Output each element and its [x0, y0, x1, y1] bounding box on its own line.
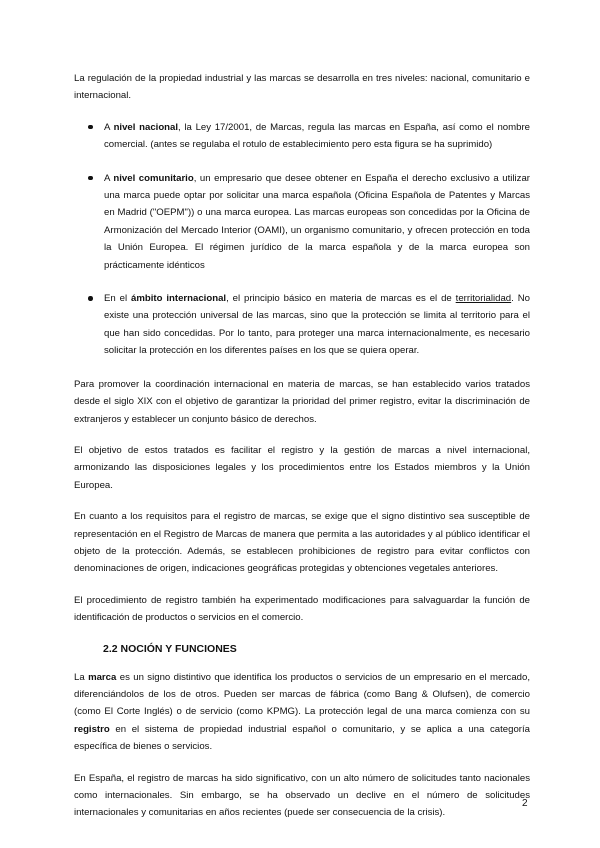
bullet-text: A nivel nacional, la Ley 17/2001, de Marcas, regula las marcas en España, así como el nombre comercial. (antes se regulaba el rotulo de establecimiento pero esta figura se ha suprimido) [104, 121, 530, 151]
bold-term: ámbito internacional [131, 293, 227, 305]
bullet-icon [88, 296, 93, 301]
bullet-icon [88, 125, 93, 130]
bullet-text: A nivel comunitario, un empresario que desee obtener en España el derecho exclusivo a utilizar una marca puede optar por solicitar una marca española (Oficina Española de Patentes y Marcas en Madrid ("OEPM")) o una marca europea. Las marcas europeas son concedidas por la Oficina de Armonización del Mercado Interior (OAMI), un organismo comunitario, y ofrecen protección en toda la Unión Europea. El régimen jurídico de la marca española y de la marca europea son prácticamente idénticos [104, 172, 530, 271]
underlined-term: territorialidad [455, 293, 512, 305]
body-paragraph: El procedimiento de registro también ha experimentado modificaciones para salvaguardar la función de identificación de productos o servicios en el comercio. [74, 594, 530, 624]
section-heading: 2.2 NOCIÓN Y FUNCIONES [103, 642, 237, 655]
body-paragraph: Para promover la coordinación internacional en materia de marcas, se han establecido varios tratados desde el siglo XIX con el objetivo de garantizar la prioridad del primer registro, evitar la discriminación de extranjeros y establecer un conjunto básico de derechos. [74, 378, 530, 425]
levels-list [74, 119, 530, 360]
body-paragraph: En España, el registro de marcas ha sido significativo, con un alto número de solicitudes tanto nacionales como internacionales. Sin embargo, se ha observado un declive en el número de solicitudes internacionales y comunitarias en años recientes (puede ser consecuencia de la crisis). [74, 772, 530, 819]
list-item [74, 290, 530, 360]
marca-definition-paragraph: La marca es un signo distintivo que identifica los productos o servicios de un empresario en el mercado, diferenciándolos de los de otros. Pueden ser marcas de fábrica (como Bang & Olufsen), de comercio (como El Corte Inglés) o de servicio (como KPMG). La protección legal de una marca comienza con su registro en el sistema de propiedad industrial español o comunitario, y se aplica a una categoría específica de bienes o servicios. [74, 671, 530, 753]
bullet-text: En el ámbito internacional, el principio básico en materia de marcas es el de territorialidad. No existe una protección universal de las marcas, sino que la protección se limita al territorio para el que han sido concedidas. Por lo tanto, para proteger una marca internacionalmente, es necesario solicitar la protección en los diferentes países en los que se quiera operar. [104, 293, 530, 357]
bold-term: registro [74, 723, 110, 735]
bold-term: nivel nacional [113, 121, 179, 133]
body-paragraph: El objetivo de estos tratados es facilitar el registro y la gestión de marcas a nivel internacional, armonizando las disposiciones legales y los procedimientos entre los Estados miembros y la Unión Europea. [74, 444, 530, 491]
body-paragraph: En cuanto a los requisitos para el registro de marcas, se exige que el signo distintivo sea susceptible de representación en el Registro de Marcas de manera que permita a las autoridades y al público identificar el objeto de la protección. Además, se establecen prohibiciones de registro para evitar conflictos con denominaciones de origen, indicaciones geográficas protegidas y obtenciones vegetales anteriores. [74, 511, 530, 575]
list-item [74, 119, 530, 154]
bold-term: nivel comunitario [113, 172, 194, 184]
document-page [74, 70, 530, 836]
bold-term: marca [88, 671, 117, 683]
bullet-icon [88, 176, 93, 181]
page-number: 2 [522, 798, 528, 809]
intro-paragraph: La regulación de la propiedad industrial y las marcas se desarrolla en tres niveles: nacional, comunitario e internacional. [74, 73, 530, 102]
list-item [74, 170, 530, 274]
